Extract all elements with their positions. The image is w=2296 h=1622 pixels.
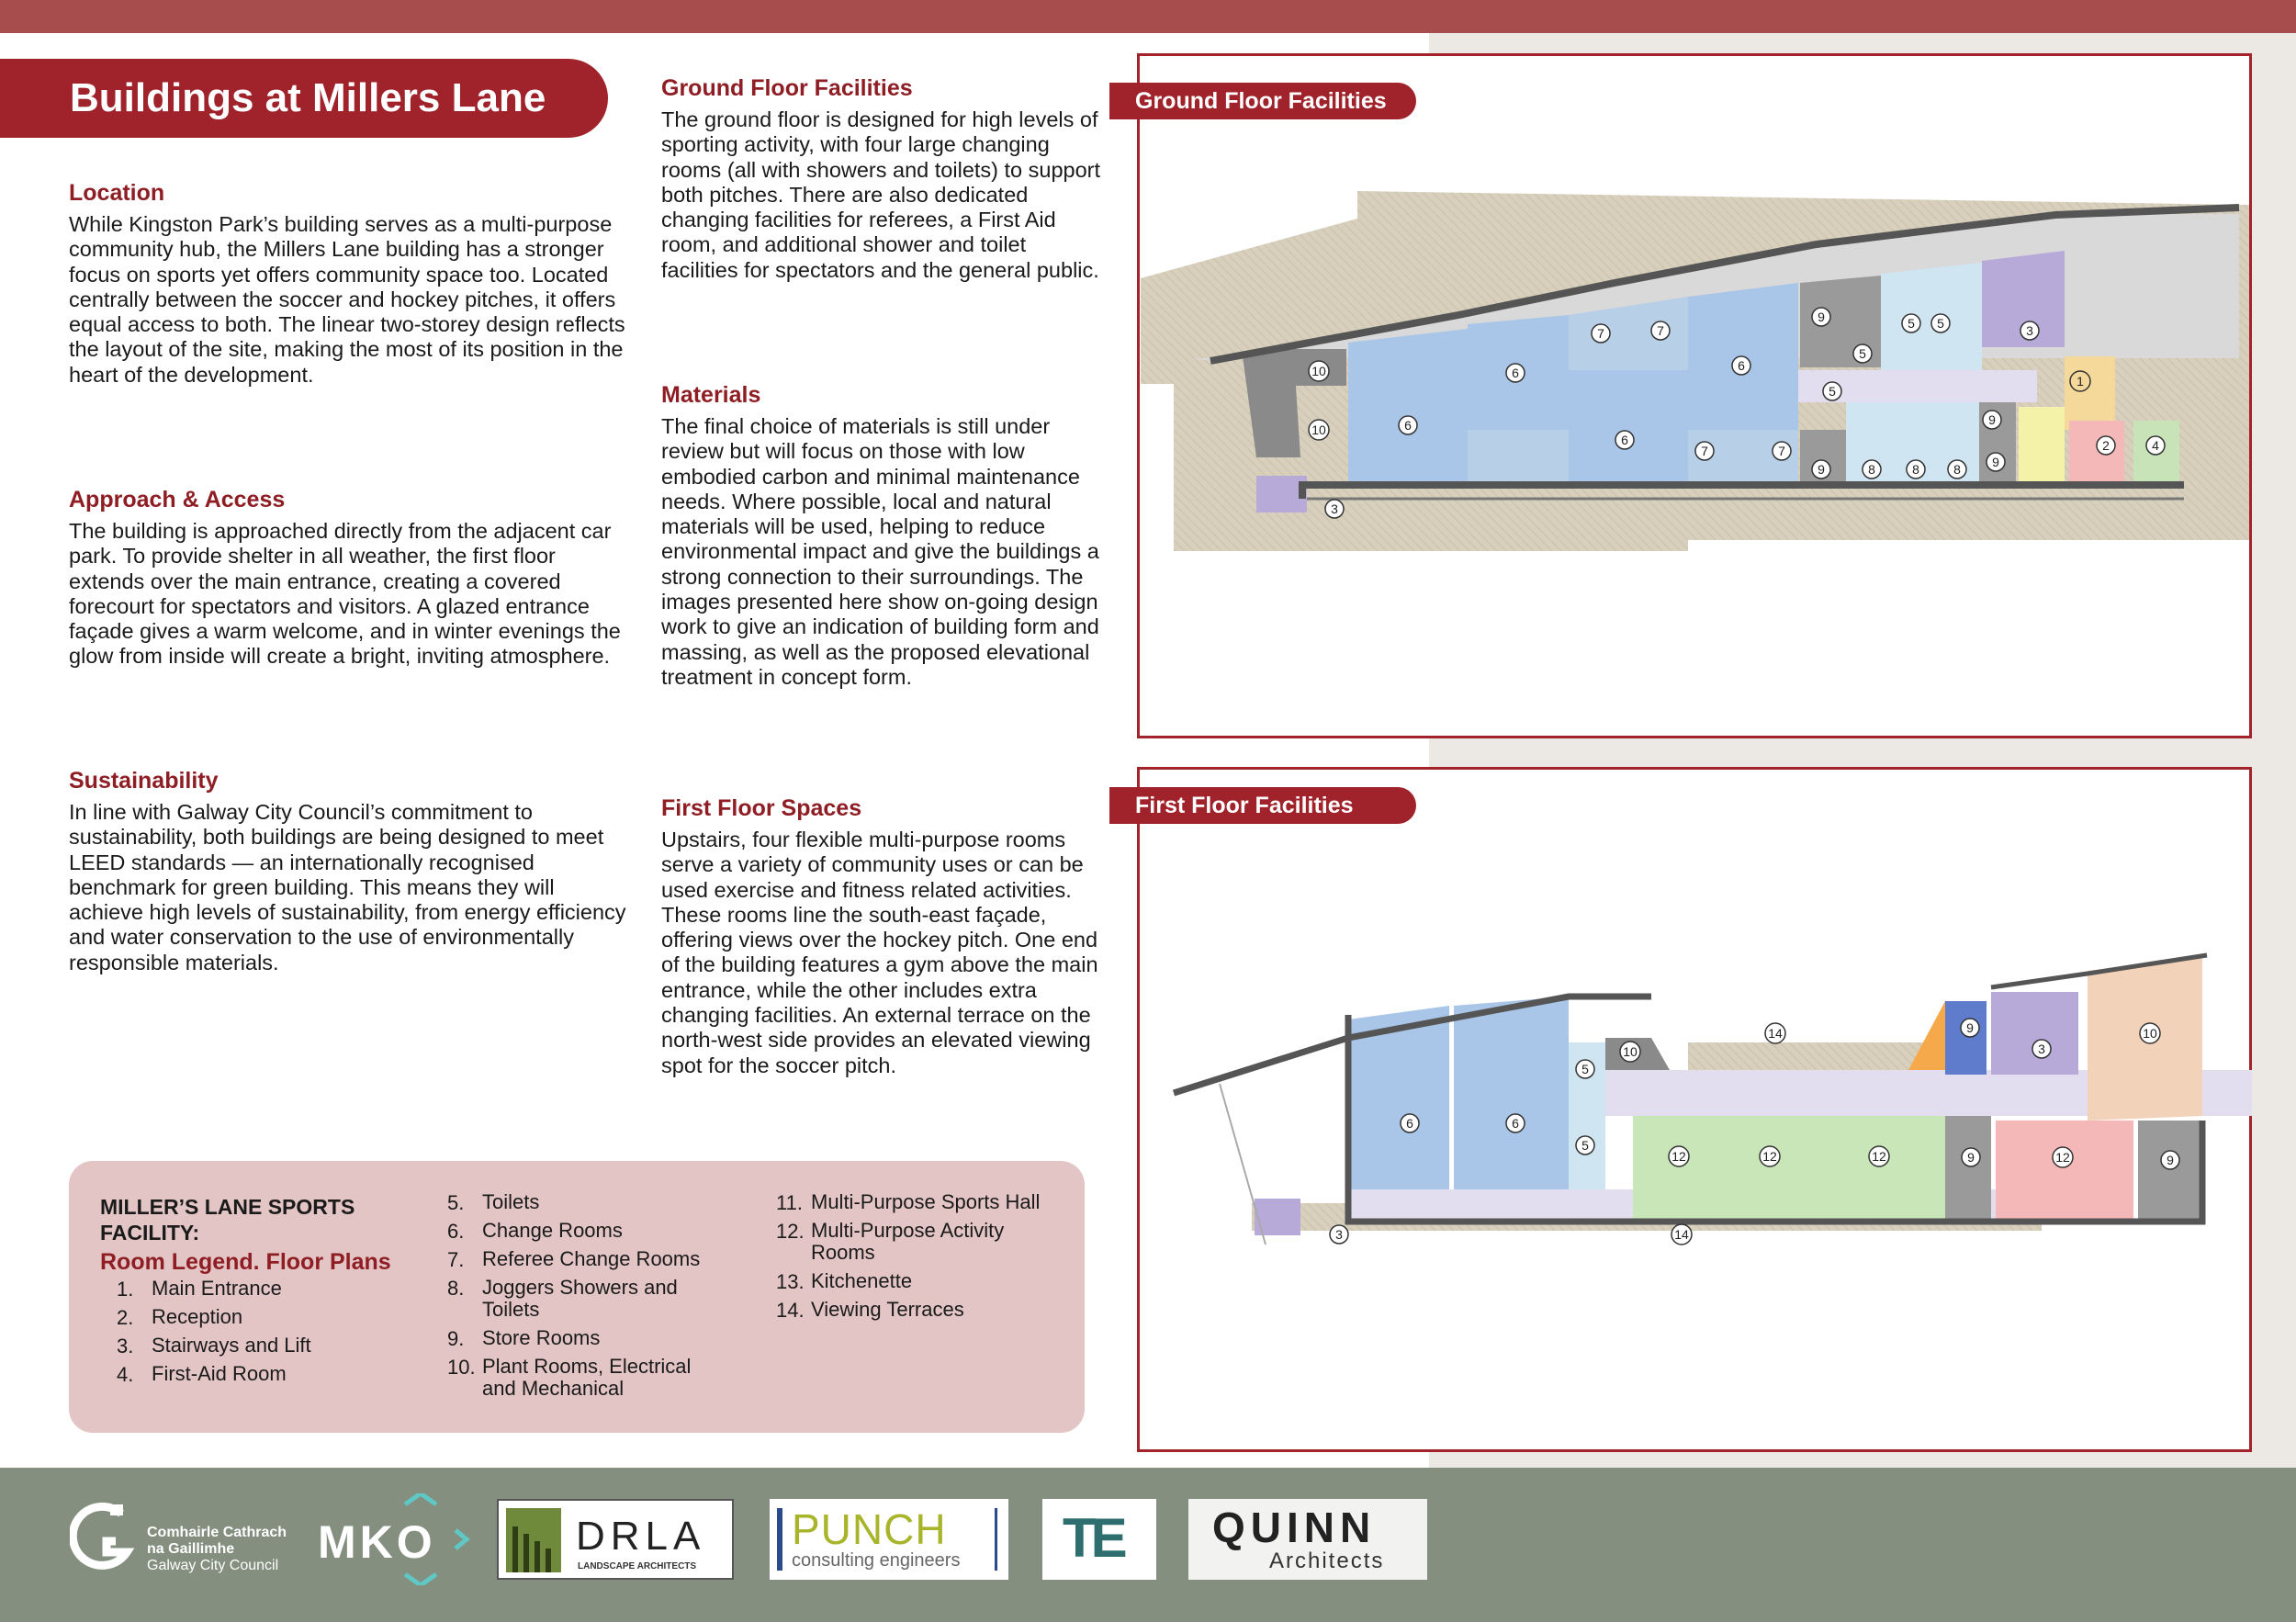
room-activity-12 [1996, 1121, 2133, 1222]
svg-text:7: 7 [1657, 323, 1664, 338]
sustainability-heading: Sustainability [69, 768, 219, 794]
svg-text:9: 9 [1966, 1020, 1974, 1035]
room-reception [2019, 407, 2065, 485]
ground-floor-body: The ground floor is designed for high levels of sporting activity, with four large changing rooms (all with showers and toilets) to support both pitches. There are also dedicated changing facilities for referees, a First Aid room, and additional shower and toilet facilities for spectators and the general public. [661, 107, 1101, 282]
room-entrance-1 [2065, 356, 2115, 430]
ground-floor-plan [1137, 53, 2252, 738]
mko-text: MKO [318, 1516, 436, 1568]
first-floor-heading: First Floor Spaces [661, 795, 862, 821]
legend-item: 12. Multi-Purpose Activity Rooms [776, 1219, 1005, 1264]
sustainability-body: In line with Galway City Council’s commitment to sustainability, both buildings are being designed to meet LEED standards — an internationally recognised benchmark for green building. This means they will achieve high levels of sustainability, from energy efficiency and water conservation to the use of environmentally responsible materials. [69, 800, 626, 974]
svg-text:6: 6 [1512, 1116, 1519, 1131]
first-terrace-edge [1220, 1084, 1266, 1245]
svg-text:9: 9 [2167, 1153, 2174, 1167]
gcc-emblem-icon [70, 1499, 143, 1580]
legend-item: 3. Stairways and Lift [117, 1334, 311, 1357]
logo-mko [318, 1499, 474, 1580]
room-toilets-5 [1881, 263, 1982, 375]
legend-subheading: Room Legend. Floor Plans [100, 1249, 391, 1275]
legend-item: 6. Change Rooms [447, 1219, 623, 1243]
location-body: While Kingston Park’s building serves as a multi-purpose community hub, the Millers Lane building has a stronger focus on sports yet offers community space too. Located centrally between the soccer and hockey pitches, it offers equal access to both. The linear two-storey design reflects the layout of the site, making the most of its position in the heart of the development. [69, 212, 625, 387]
svg-text:5: 5 [1937, 316, 1944, 331]
legend-item: 8. Joggers Showers and Toilets [447, 1276, 678, 1321]
svg-text:6: 6 [1404, 418, 1412, 433]
page-title: Buildings at Millers Lane [0, 59, 608, 138]
drla-text: DRLA [576, 1514, 706, 1559]
svg-text:6: 6 [1512, 366, 1519, 380]
room-store-9 [2138, 1121, 2202, 1222]
legend-item: 14. Viewing Terraces [776, 1298, 964, 1322]
svg-text:6: 6 [1621, 433, 1628, 447]
svg-text:4: 4 [2152, 438, 2159, 453]
drla-mark-icon [506, 1508, 561, 1572]
legend-item: 9. Store Rooms [447, 1326, 601, 1350]
ground-floor-section [661, 75, 1102, 283]
room-reception-2 [2069, 421, 2124, 485]
room-stairs-3 [1991, 992, 2078, 1075]
logo-te [1042, 1499, 1156, 1580]
svg-text:7: 7 [1701, 444, 1708, 458]
top-band [0, 0, 2296, 33]
first-floor-body: Upstairs, four flexible multi-purpose rooms serve a variety of community uses or can be used exercise and fitness related activities. These rooms line the south-east façade, offering views over the hockey pitch. One end of the building features a gym above the main entrance, while the other includes extra changing facilities. An external terrace on the north-west side provides an elevated viewing spot for the soccer pitch. [661, 828, 1098, 1077]
first-floor-plan [1137, 767, 2252, 1452]
svg-text:12: 12 [2055, 1150, 2070, 1165]
svg-text:8: 8 [1868, 462, 1875, 477]
svg-text:12: 12 [1671, 1149, 1686, 1164]
svg-text:5: 5 [1829, 384, 1836, 399]
legend-col-2 [447, 1188, 723, 1403]
svg-text:9: 9 [1818, 462, 1825, 477]
svg-text:5: 5 [1908, 316, 1915, 331]
svg-text:5: 5 [1859, 346, 1866, 361]
room-kitchenette [1908, 1001, 1945, 1070]
legend-item: 1. Main Entrance [117, 1277, 282, 1301]
svg-text:1: 1 [2077, 374, 2084, 389]
logo-punch [770, 1499, 1008, 1580]
room-change-6 [1454, 997, 1569, 1189]
approach-section [69, 487, 629, 670]
first-floor-section [661, 795, 1102, 1078]
svg-text:14: 14 [1768, 1026, 1783, 1041]
gcc-line2: na Gaillimhe [147, 1541, 235, 1557]
svg-text:5: 5 [1581, 1062, 1589, 1076]
legend-item: 4. First-Aid Room [117, 1362, 287, 1386]
svg-text:12: 12 [1872, 1149, 1886, 1164]
room-store-9 [1945, 1116, 1991, 1222]
svg-text:3: 3 [2026, 323, 2033, 338]
room-change-6 [1569, 370, 1688, 485]
svg-text:3: 3 [1335, 1227, 1343, 1242]
svg-text:10: 10 [1311, 422, 1326, 437]
legend-item: 11. Multi-Purpose Sports Hall [776, 1190, 1041, 1214]
svg-text:2: 2 [2102, 438, 2110, 453]
svg-text:3: 3 [1331, 501, 1338, 516]
svg-text:8: 8 [1912, 462, 1919, 477]
gcc-line1: Comhairle Cathrach [147, 1525, 287, 1540]
location-heading: Location [69, 180, 165, 206]
room-change-6 [1348, 329, 1468, 485]
materials-section [661, 382, 1102, 690]
room-legend [69, 1161, 1085, 1433]
first-rooms [1255, 958, 2252, 1235]
materials-heading: Materials [661, 382, 761, 408]
legend-item: 7. Referee Change Rooms [447, 1247, 701, 1271]
svg-text:10: 10 [1623, 1044, 1638, 1059]
legend-heading: MILLER’S LANE SPORTS FACILITY: [100, 1195, 355, 1245]
svg-text:10: 10 [1311, 364, 1326, 378]
punch-text: PUNCH [792, 1505, 947, 1553]
svg-text:9: 9 [1967, 1150, 1975, 1165]
sustainability-section [69, 768, 629, 975]
svg-text:6: 6 [1738, 358, 1745, 373]
svg-text:10: 10 [2143, 1026, 2157, 1041]
ground-floor-heading: Ground Floor Facilities [661, 75, 913, 101]
drla-subtext: LANDSCAPE ARCHITECTS [578, 1561, 697, 1571]
logo-quinn [1188, 1499, 1427, 1580]
quinn-text: QUINN [1212, 1504, 1377, 1551]
svg-text:6: 6 [1406, 1116, 1413, 1131]
footer [0, 1468, 2296, 1622]
approach-body: The building is approached directly from the adjacent car park. To provide shelter in all weather, the first floor extends over the main entrance, creating a covered forecourt for spectators and visitors. A glazed entrance façade gives a warm welcome, and in winter evenings the glow from inside will create a bright, inviting atmosphere. [69, 519, 621, 669]
logo-galway-city-council [70, 1499, 290, 1580]
te-text: TE [1063, 1507, 1122, 1569]
location-section [69, 180, 629, 388]
legend-item: 13. Kitchenette [776, 1269, 913, 1293]
legend-col-3 [776, 1188, 1070, 1324]
room-activity-12 [1817, 1116, 1945, 1222]
ground-floor-plan-label: Ground Floor Facilities [1109, 83, 1416, 119]
gcc-line3: Galway City Council [147, 1558, 279, 1573]
first-floor-plan-label: First Floor Facilities [1109, 787, 1416, 824]
approach-heading: Approach & Access [69, 487, 286, 513]
room-showers [1468, 430, 1569, 485]
logo-drla [497, 1499, 734, 1580]
room-store-9 [1945, 1001, 1986, 1075]
svg-text:7: 7 [1597, 326, 1604, 341]
legend-item: 10. Plant Rooms, Electrical and Mechanical [447, 1355, 692, 1400]
svg-text:9: 9 [1992, 455, 1999, 469]
punch-subtext: consulting engineers [792, 1550, 961, 1571]
svg-text:3: 3 [2038, 1042, 2045, 1056]
materials-body: The final choice of materials is still under review but will focus on those with low embodied carbon and minimal maintenance needs. Where possible, local and natural materials will be used, helping to reduce environmental impact and give the buildings a strong connection to their surroundings. The images presented here show on-going design work to give an indication of building form and massing, as well as the proposed elevational treatment in concept form. [661, 414, 1099, 689]
svg-text:8: 8 [1953, 462, 1961, 477]
svg-text:12: 12 [1762, 1149, 1777, 1164]
svg-text:9: 9 [1818, 310, 1825, 324]
quinn-subtext: Architects [1269, 1549, 1385, 1573]
legend-col-1 [117, 1275, 355, 1389]
svg-text:9: 9 [1988, 412, 1996, 427]
svg-text:5: 5 [1581, 1138, 1589, 1153]
legend-item: 5. Toilets [447, 1190, 540, 1214]
svg-text:14: 14 [1674, 1227, 1689, 1242]
legend-item: 2. Reception [117, 1305, 243, 1329]
svg-text:7: 7 [1778, 444, 1785, 458]
